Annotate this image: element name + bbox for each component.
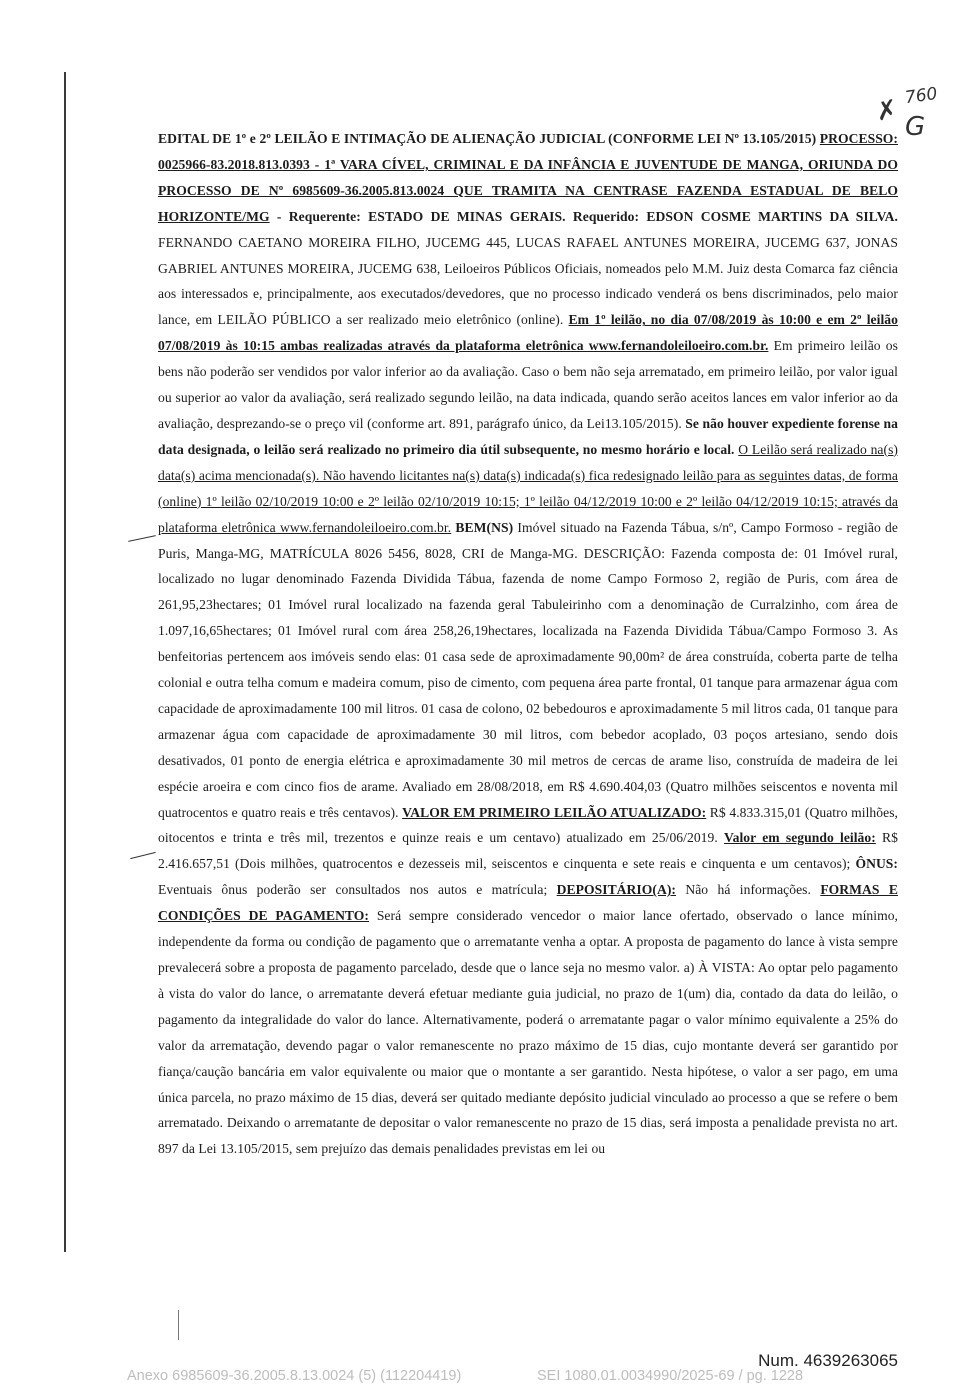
valor-primeiro-label: VALOR EM PRIMEIRO LEILÃO ATUALIZADO: — [402, 804, 707, 820]
bem-description: Imóvel situado na Fazenda Tábua, s/nº, Campo Formoso - região de Puris, Manga-MG, MATRÍCULA 8026 5456, 8028, CRI de Manga-MG. DESCRIÇÃO: Fazenda composta de: 01 Imóvel rural, localizado no lugar denominado Fazenda Dividida Tábua, fazenda de nome Campo Formoso 2, região de Puris, com área de 261,95,23hectares; 01 Imóvel rural localizado na fazenda geral Tabuleirinho com a denominação de Curralzinho, com área de 1.097,16,65hectares; 01 Imóvel rural com área 258,26,19hectares, localizada na Fazenda Dividida Tábua/Campo Formoso 3. As benfeitorias pertencem aos imóveis sendo elas: 01 casa sede de aproximadamente 90,00m² de área construída, coberta parte de telha colonial e outra telha comum e madeira comum, piso de cimento, com pequena área parte frontal, 01 tanque para armazenar água com capacidade de aproximadamente 100 mil litros. 01 casa de colono, 02 bebedouros e aproximadamente 5 mil litros cada, 01 tanque para armazenar água com capacidade de aproximadamente 30 mil litros, com bebedor acoplado, 03 poços artesiano, sendo dois desativados, 01 ponto de energia elétrica e aproximadamente 30 mil metros de cercas de arame liso, construída de madeira de lei espécie aroeira e com cinco fios de arame. Avaliado em 28/08/2018, em R$ 4.690.404,03 (Quatro milhões seiscentos e noventa mil quatrocentos e quatro reais e três centavos). — [158, 519, 898, 820]
auctioneers-intro: FERNANDO CAETANO MOREIRA FILHO, JUCEMG 445, LUCAS RAFAEL ANTUNES MOREIRA, JUCEMG 637, JONAS GABRIEL ANTUNES MOREIRA, JUCEMG 638, Leiloeiros Públicos Oficiais, nomeados pelo M.M. Juiz desta Comarca faz ciência aos interessados e, principalmente, aos executados/devedores, que no processo indicado venderá os bens discriminados, pelo maior lance, em LEILÃO PÚBLICO a ser realizado meio eletrônico (online). — [158, 234, 898, 328]
parties: - Requerente: ESTADO DE MINAS GERAIS. Requerido: EDSON COSME MARTINS DA SILVA. — [269, 208, 898, 224]
no-court-day-clause: Se não houver expediente forense na data designada, o leilão será realizado no primeiro dia útil subsequente, no mesmo horário e local. — [158, 415, 899, 457]
bem-label: BEM(NS) — [455, 519, 514, 535]
handwritten-dash — [130, 852, 155, 859]
depositario-text: Não há informações. — [675, 882, 821, 898]
sei-page-watermark: SEI 1080.01.0034990/2025-69 / pg. 1228 — [537, 1368, 804, 1384]
valor-segundo-label: Valor em segundo leilão: — [724, 830, 876, 846]
annex-watermark: Anexo 6985609-36.2005.8.13.0024 (5) (112204419) — [127, 1368, 462, 1384]
document-number: Num. 4639263065 — [758, 1351, 898, 1370]
handwritten-initials-mark: ✗ — [873, 94, 901, 128]
depositario-label: DEPOSITÁRIO(A): — [556, 882, 676, 898]
valor-primeiro-text: R$ 4.833.315,01 (Quatro milhões, oitocentos e trinta e três mil, trezentos e quinze reais e um centavo) atualizado em 25/06/2019. — [158, 804, 898, 846]
auction-dates: Em 1º leilão, no dia 07/08/2019 às 10:00 e em 2º leilão 07/08/2019 às 10:15 ambas realizadas através da plataforma eletrônica www.fernandoleiloeiro.com.br. — [158, 312, 898, 354]
handwritten-dash — [128, 535, 156, 542]
margin-rule-lower — [178, 1310, 179, 1340]
margin-rule — [64, 72, 66, 1252]
onus-label: ÔNUS: — [855, 856, 898, 872]
formas-pagamento-label: FORMAS E CONDIÇÕES DE PAGAMENTO: — [158, 882, 898, 924]
valor-segundo-text: R$ 2.416.657,51 (Dois milhões, quatrocentos e dezesseis mil, seiscentos e cinquenta e sete reais e cinquenta e um centavos); — [158, 830, 899, 872]
rescheduled-dates: O Leilão será realizado na(s) data(s) acima mencionada(s). Não havendo licitantes na(s) data(s) indicada(s) fica redesignado leilão para as seguintes datas, de forma (online) 1º leilão 02/10/2019 10:00 e 2º leilão 02/10/2019 10:15; 1º leilão 04/12/2019 10:00 e 2º leilão 04/12/2019 10:15; através da plataforma eletrônica www.fernandoleiloeiro.com.br. — [158, 441, 898, 535]
formas-pagamento-text: Será sempre considerado vencedor o maior lance ofertado, observado o lance mínimo, independente da forma ou condição de pagamento que o arrematante venha a optar. A proposta de pagamento do lance à vista sempre prevalecerá sobre a proposta de pagamento parcelado, desde que o lance seja no mesmo valor. a) À VISTA: Ao optar pelo pagamento à vista do valor do lance, o arrematante deverá efetuar mediante guia judicial, no prazo de 1(um) dia, contado da data do leilão, o pagamento da integralidade do valor do lance. Alternativamente, poderá o arrematante pagar o valor mínimo equivalente a 25% do valor da arrematação, devendo pagar o valor remanescente no prazo máximo de 15 dias, cujo montante deverá ser garantido por fiança/caução bancária em valor equivalente ou maior que o montante a ser garantido. Nesta hipótese, o valor a ser pago, em uma única parcela, no prazo máximo de 15 dias, deverá ser quitado mediante depósito judicial vinculado ao processo a que se refere o bem arrematado. Deixando o arrematante de depositar o valor remanescente no prazo de 15 dias, será imposta a penalidade prevista no art. 897 da Lei 13.105/2015, sem prejuízo das demais penalidades previstas em lei ou — [158, 908, 898, 1157]
auction-rules: Em primeiro leilão os bens não poderão ser vendidos por valor inferior ao da avaliação. Caso o bem não seja arrematado, em primeiro leilão, por valor igual ou superior ao valor da avaliação, será realizado segundo leilão, na data indicada, quando serão aceitos lances em valor inferior ao da avaliação, desprezando-se o preço vil (conforme art. 891, parágrafo único, da Lei13.105/2015). — [158, 338, 898, 431]
handwritten-page-number: 760 — [903, 83, 939, 109]
handwritten-letter: G — [905, 112, 926, 142]
edital-paragraph — [158, 126, 898, 1162]
onus-text: Eventuais ônus poderão ser consultados nos autos e matrícula; — [158, 882, 557, 898]
edital-title: EDITAL DE 1º e 2º LEILÃO E INTIMAÇÃO DE ALIENAÇÃO JUDICIAL (CONFORME LEI Nº 13.105/2015) — [158, 131, 817, 146]
processo-number: PROCESSO: 0025966-83.2018.813.0393 - 1ª VARA CÍVEL, CRIMINAL E DA INFÂNCIA E JUVENTUDE DE MANGA, ORIUNDA DO PROCESSO DE Nº 6985609-36.2005.813.0024 QUE TRAMITA NA CENTRASE FAZENDA ESTADUAL DE BELO HORIZONTE/MG — [158, 131, 898, 224]
edital-body — [158, 126, 898, 1162]
